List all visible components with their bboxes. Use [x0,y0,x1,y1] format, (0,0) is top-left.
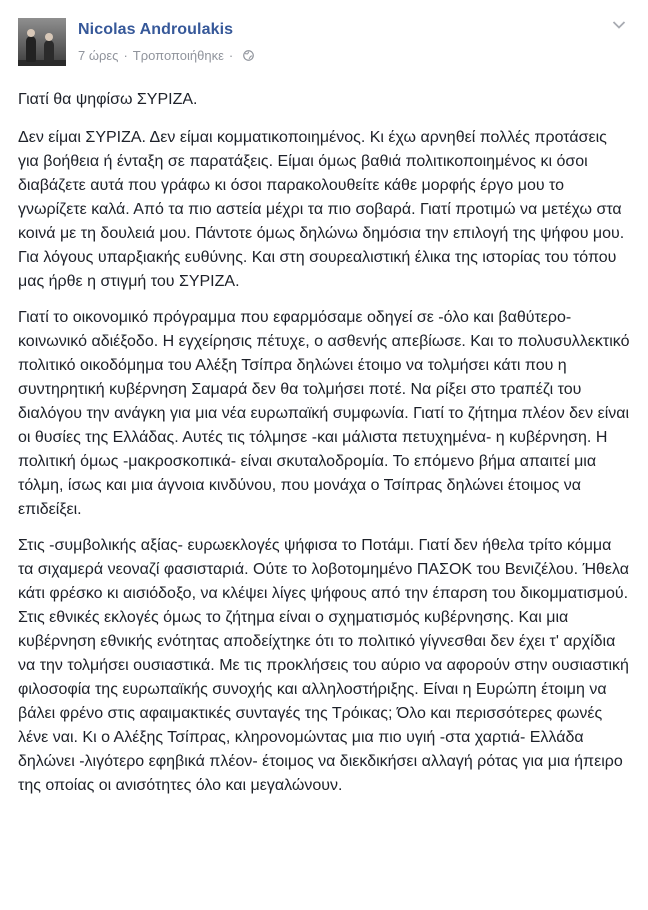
post-paragraph: Γιατί το οικονομικό πρόγραμμα που εφαρμόσαμε οδηγεί σε -όλο και βαθύτερο- κοινωνικό αδιέξοδο. Η εγχείρησις πέτυχε, ο ασθενής απεβίωσε. Και το πολυσυλλεκτικό πολιτικό οικοδόμημα του Αλέξη Τσίπρα δηλώνει έτοιμο να τολμήσει κάτι που η συντηρητική κυβέρνηση Σαμαρά δεν θα τολμήσει ποτέ. Να ρίξει στο τραπέζι του διαλόγου την ανάγκη για μια νέα ευρωπαϊκή συμφωνία. Γιατί το ζήτημα πλέον δεν είναι οι θυσίες της Ελλάδας. Αυτές τις τόλμησε -και μάλιστα πετυχημένα- η κυβέρνηση. Η πολιτική όμως -μακροσκοπικά- είναι σκυταλοδρομία. Το επόμενο βήμα απαιτεί μια τόλμη, ίσως και μια άγνοια κινδύνου, που μονάχα ο Τσίπρας δηλώνει έτοιμος να επιδείξει. [18,309,630,518]
author-name[interactable]: Nicolas Androulakis [78,21,234,38]
chevron-down-icon[interactable] [612,20,626,30]
post-paragraph: Δεν είμαι ΣΥΡΙΖΑ. Δεν είμαι κομματικοποιημένος. Κι έχω αρνηθεί πολλές προτάσεις για βοήθεια ή ένταξη σε παρατάξεις. Είμαι όμως βαθιά πολιτικοποιημένος κι όσοι διαβάζετε αυτά που γράφω κι όσοι παρακολουθείτε κάθε μορφής έργο μου το γνωρίζετε καλά. Από τα πιο αστεία μέχρι τα πιο σοβαρά. Γιατί προτιμώ να μετέχω στα κοινά με τη δουλειά μου. Πάντοτε όμως δηλώνω δημόσια την επιλογή της ψήφου μου. Για λόγους υπαρξιακής ευθύνης. Και στη σουρεαλιστική έλικα της ιστορίας του τόπου μας ήρθε η στιγμή του ΣΥΡΙΖΑ. [18,129,625,290]
post-title: Γιατί θα ψηφίσω ΣΥΡΙΖΑ. [18,91,198,108]
avatar[interactable] [18,18,66,66]
post-meta [78,48,254,63]
edited-label[interactable]: Τροποποιήθηκε [132,48,224,63]
meta-separator: · [123,48,128,63]
post-body [18,88,630,810]
post-header [18,18,630,66]
post-timestamp[interactable]: 7 ώρες [78,48,119,63]
globe-icon[interactable] [243,50,254,61]
meta-separator-2: · [228,48,234,63]
post-paragraph: Στις -συμβολικής αξίας- ευρωεκλογές ψήφισα το Ποτάμι. Γιατί δεν ήθελα τρίτο κόμμα τα σιχαμερά νεοναζί φασισταριά. Ούτε το λοβοτομημένο ΠΑΣΟΚ του Βενιζέλου. Ήθελα κάτι φρέσκο κι αισιόδοξο, να κλέψει λίγες ψήφους από την έπαρση του δικομματισμού. Στις εθνικές εκλογές όμως το ζήτημα είναι ο σχηματισμός κυβέρνησης. Και μια κυβέρνηση εθνικής ενότητας αποδείχτηκε ότι το πολιτικό γίγνεσθαι δεν έχει τ' αρχίδια να την τολμήσει ουσιαστικά. Με τις προκλήσεις του αύριο να αφορούν στην ουσιαστική φιλοσοφία της ευρωπαϊκής συνοχής και αλληλοστήριξης. Είναι η Ευρώπη έτοιμη να βάλει φρένο στις αφαιμακτικές συνταγές της Τρόικας; Όλο και περισσότερες φωνές λένε ναι. Κι ο Αλέξης Τσίπρας, κληρονομώντας μια πιο υγιή -στα χαρτιά- Ελλάδα δηλώνει -λιγότερο εφηβικά πλέον- έτοιμος να διεκδικήσει αλλαγή ρότας για μια ήπειρο της οποίας οι ανισότητες όλο και μεγαλώνουν. [18,537,630,794]
